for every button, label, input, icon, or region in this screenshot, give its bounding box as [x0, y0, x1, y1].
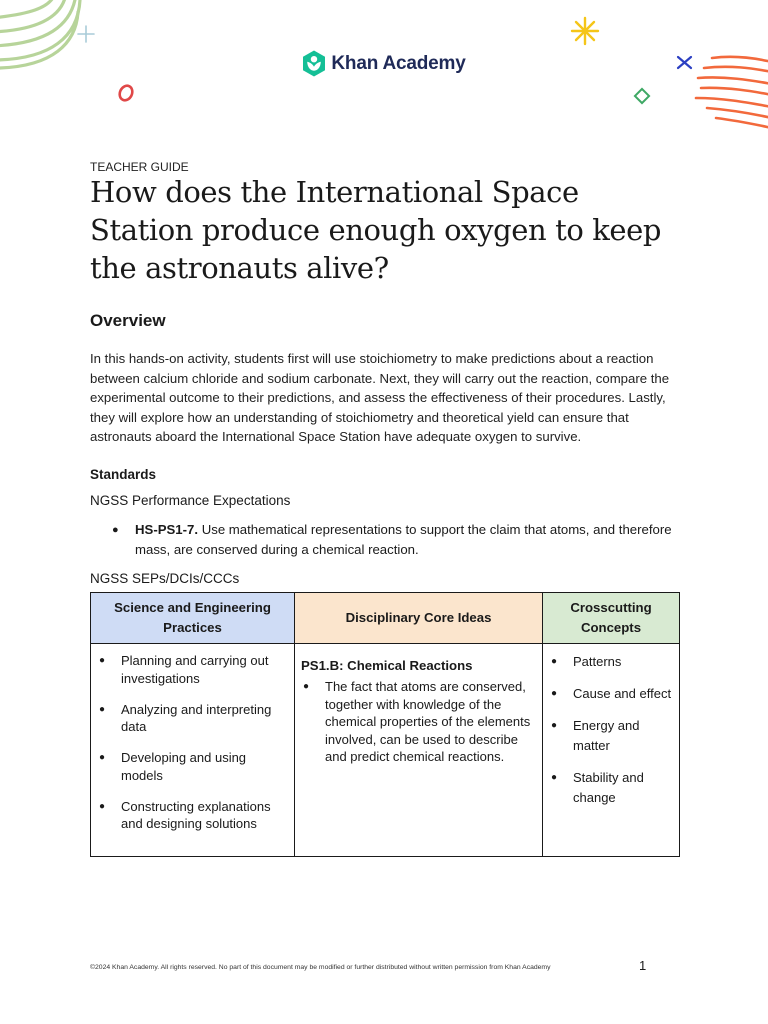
dci-title: PS1.B: Chemical Reactions — [301, 658, 473, 673]
ccc-list — [549, 652, 673, 808]
sep-list — [97, 652, 288, 833]
list-item — [112, 520, 672, 560]
list-item-text: Developing and using models — [121, 750, 247, 783]
list-item — [97, 798, 288, 833]
list-item — [549, 652, 673, 672]
list-item-text: Patterns — [573, 654, 622, 669]
list-item-text: Constructing explanations and designing solutions — [121, 798, 271, 831]
list-item-text: Analyzing and interpreting data — [121, 701, 272, 734]
bullet-icon: ● — [551, 720, 558, 731]
list-item-text: Energy and matter — [573, 718, 640, 753]
dci-cell — [295, 644, 543, 857]
list-item-text — [135, 520, 672, 560]
khan-academy-logo[interactable] — [0, 50, 768, 77]
starburst-icon — [572, 18, 598, 44]
list-item — [97, 701, 288, 736]
dci-header: Disciplinary Core Ideas — [295, 593, 543, 644]
bullet-icon: ● — [99, 655, 106, 666]
overview-paragraph: In this hands-on activity, students first will use stoichiometry to make predictions about a reaction between calcium chloride and sodium carbonate. Next, they will carry out the reaction, compare the experimental outcome to their predictions, and assess the effectiveness of their procedures. Lastly, they will explore how an understanding of stoichiometry and theoretical yield can ensure that astronauts aboard the International Space Station have adequate oxygen to survive. — [90, 351, 670, 445]
list-item — [97, 652, 288, 687]
page-title: How does the International Space Station produce enough oxygen to keep the astronauts alive? — [90, 175, 662, 285]
bullet-icon: ● — [99, 800, 106, 812]
page-number: 1 — [639, 958, 647, 973]
bullet-icon: ● — [551, 688, 558, 699]
sep-header: Science and Engineering Practices — [91, 593, 295, 644]
standard-code: HS-PS1-7. — [135, 522, 199, 537]
list-item — [549, 768, 673, 808]
copyright-footer: ©2024 Khan Academy. All rights reserved. No part of this document may be modified or further distributed without written permission from Khan Academy — [90, 964, 551, 971]
document-type-label: TEACHER GUIDE — [90, 160, 189, 174]
ngss-standards-table — [90, 592, 680, 857]
list-item-text: The fact that atoms are conserved, together with knowledge of the chemical properties of the elements involved, can be used to describe and predict chemical reactions. — [325, 679, 531, 764]
logo-wordmark: Khan Academy — [331, 52, 466, 74]
red-ring-icon — [117, 84, 134, 103]
list-item — [549, 716, 673, 756]
diamond-icon — [635, 89, 649, 103]
ccc-header: Crosscutting Concepts — [543, 593, 680, 644]
bullet-icon: ● — [551, 656, 558, 667]
bullet-icon: ● — [551, 772, 558, 783]
bullet-icon: ● — [99, 703, 106, 715]
table-row — [91, 644, 680, 857]
ngss-seps-label: NGSS SEPs/DCIs/CCCs — [90, 571, 240, 586]
bullet-icon: ● — [99, 752, 106, 763]
list-item — [97, 749, 288, 784]
table-header-row — [91, 593, 680, 644]
plus-icon — [78, 26, 94, 42]
overview-heading: Overview — [90, 311, 166, 330]
standard-description: Use mathematical representations to support the claim that atoms, and therefore mass, are conserved during a chemical reaction. — [135, 522, 672, 557]
list-item-text: Cause and effect — [573, 686, 672, 701]
performance-expectations-label: NGSS Performance Expectations — [90, 493, 291, 508]
khan-academy-hexagon-icon — [302, 50, 326, 77]
sep-cell — [91, 644, 295, 857]
bullet-icon: ● — [112, 524, 119, 536]
dci-list — [301, 678, 536, 766]
list-item — [549, 684, 673, 704]
performance-expectations-list — [112, 520, 672, 560]
list-item — [301, 678, 536, 766]
ccc-cell — [543, 644, 680, 857]
list-item-text: Planning and carrying out investigations — [121, 653, 269, 686]
standards-heading: Standards — [90, 467, 157, 482]
bullet-icon: ● — [303, 681, 310, 692]
list-item-text: Stability and change — [573, 770, 644, 805]
